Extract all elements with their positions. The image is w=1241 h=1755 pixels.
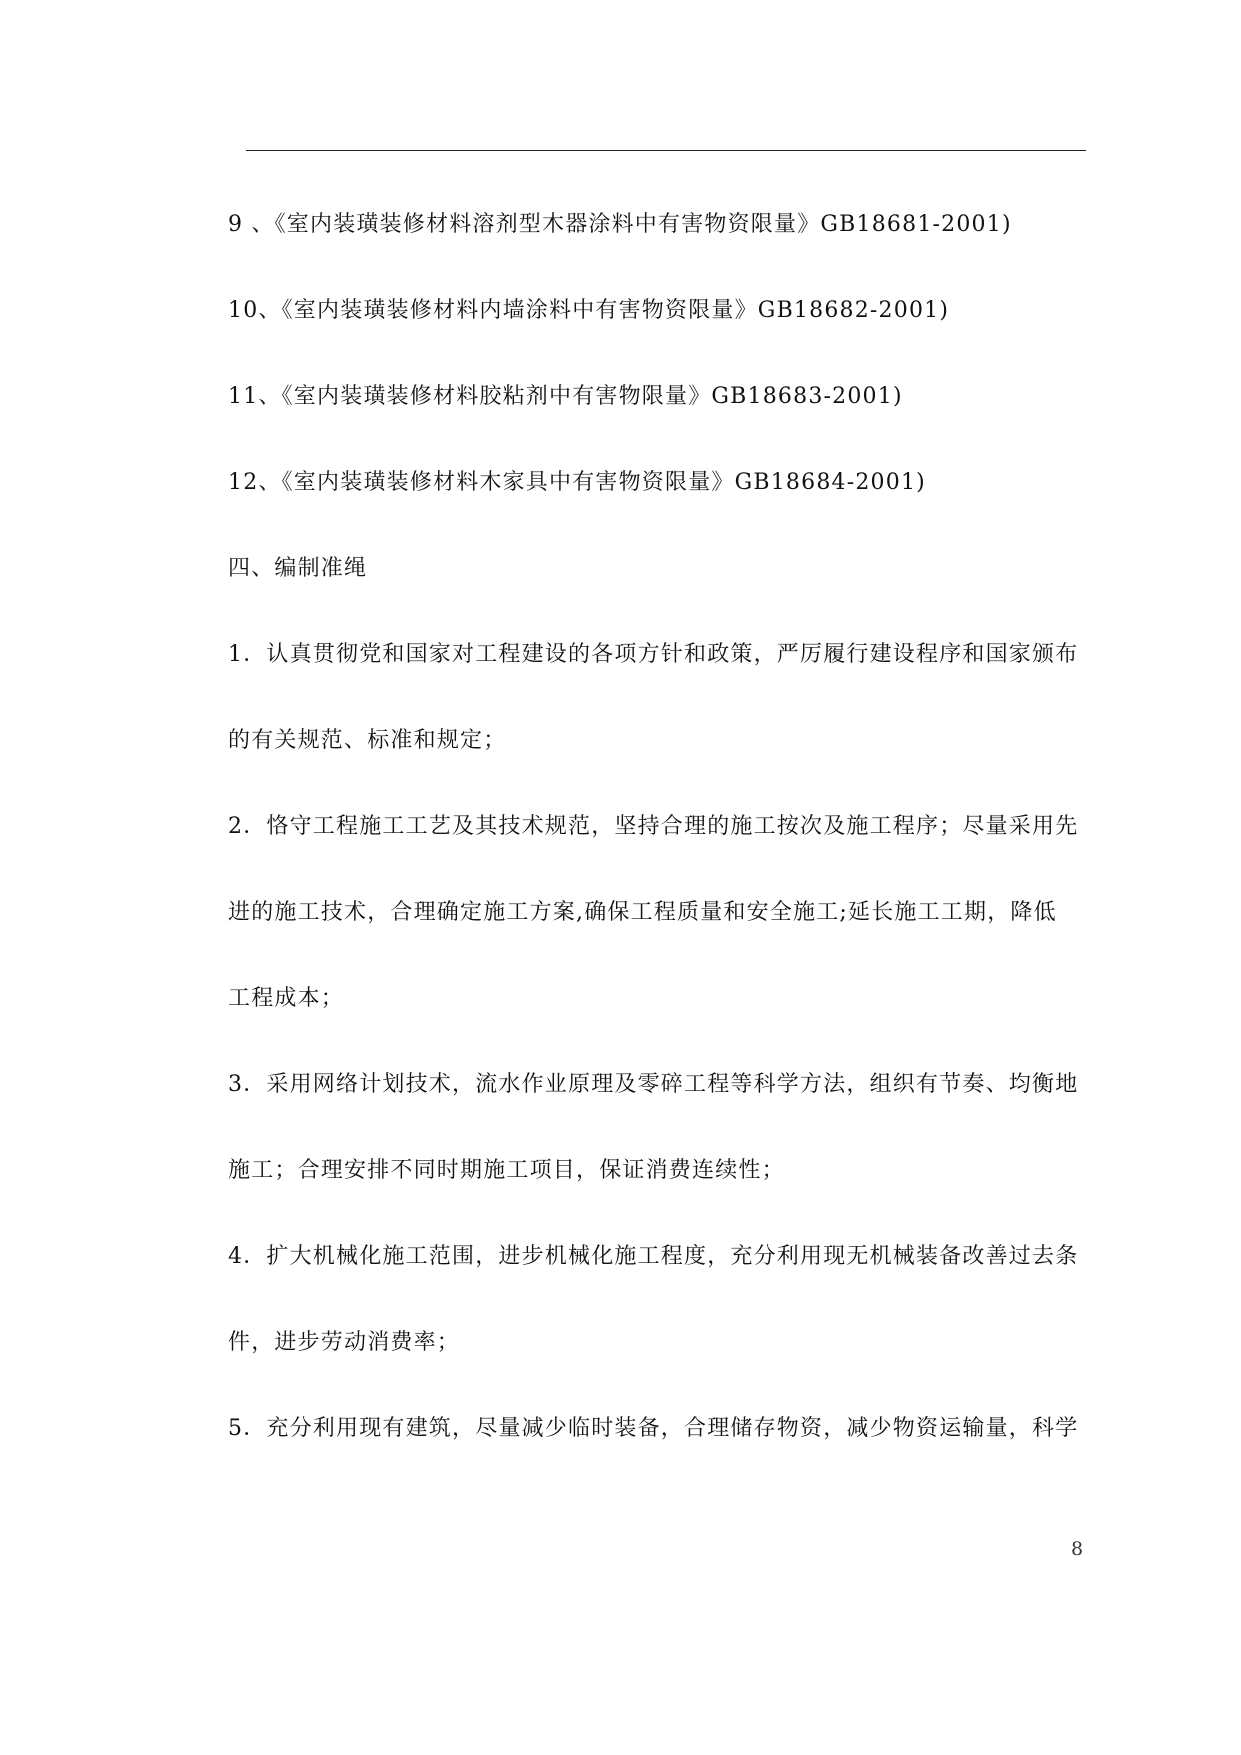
principle-4-line-2: 件，进步劳动消费率； [228, 1330, 461, 1355]
principle-4-line-1: 4．扩大机械化施工范围，进步机械化施工程度，充分利用现无机械装备改善过去条 [228, 1244, 1079, 1269]
principle-3-line-1: 3．采用网络计划技术，流水作业原理及零碎工程等科学方法，组织有节奏、均衡地 [228, 1072, 1079, 1097]
header-rule [246, 150, 1086, 151]
section-heading: 四、编制准绳 [228, 556, 368, 581]
principle-3-line-2: 施工；合理安排不同时期施工项目，保证消费连续性； [228, 1158, 785, 1183]
principle-2-line-3: 工程成本； [228, 986, 345, 1011]
principle-2-line-1: 2．恪守工程施工工艺及其技术规范，坚持合理的施工按次及施工程序；尽量采用先 [228, 814, 1079, 839]
standard-item-12: 12、《室内装璜装修材料木家具中有害物资限量》GB18684-2001) [228, 470, 926, 495]
page-number: 8 [1071, 1538, 1084, 1560]
standard-item-10: 10、《室内装璜装修材料内墙涂料中有害物资限量》GB18682-2001) [228, 298, 950, 323]
principle-1-line-2: 的有关规范、标准和规定； [228, 728, 507, 753]
principle-2-line-2: 进的施工技术，合理确定施工方案,确保工程质量和安全施工;延长施工工期，降低 [228, 900, 1057, 925]
principle-5-line-1: 5．充分利用现有建筑，尽量减少临时装备，合理储存物资，减少物资运输量，科学 [228, 1416, 1079, 1441]
standard-item-11: 11、《室内装璜装修材料胶粘剂中有害物限量》GB18683-2001) [228, 384, 903, 409]
standard-item-9: 9 、《室内装璜装修材料溶剂型木器涂料中有害物资限量》GB18681-2001) [228, 212, 1012, 237]
principle-1-line-1: 1．认真贯彻党和国家对工程建设的各项方针和政策，严厉履行建设程序和国家颁布 [228, 642, 1079, 667]
